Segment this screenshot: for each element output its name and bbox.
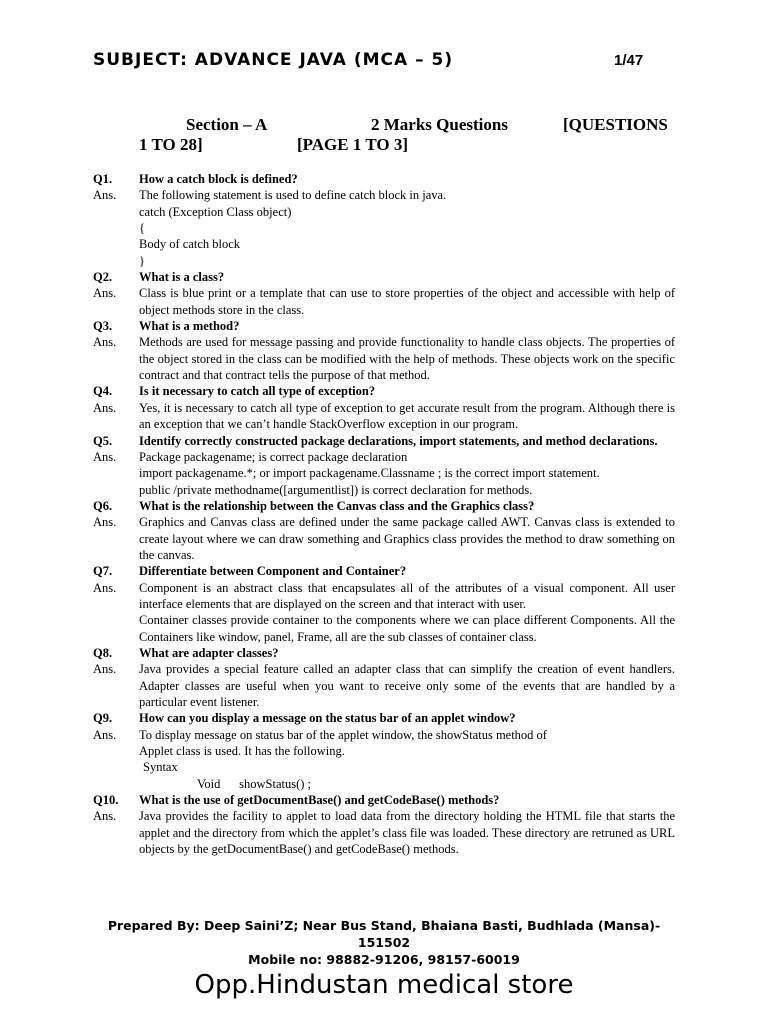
answer-row [93, 661, 675, 710]
code-text: Body of catch block [139, 237, 241, 252]
syntax-line [93, 759, 675, 775]
answer-text: public /private methodname([argumentlist]) is correct declaration for methods. [139, 482, 533, 497]
answer-text: Class is blue print or a template that can use to store properties of the object and accessible with help of object methods store in the class. [139, 286, 675, 317]
question-row [93, 383, 675, 399]
code-text: { [139, 221, 145, 236]
question-text: What is the use of getDocumentBase() and getCodeBase() methods? [139, 793, 500, 808]
code-line [93, 236, 675, 252]
question-number: Q6. [93, 498, 113, 513]
answer-text: The following statement is used to define catch block in java. [139, 188, 447, 203]
answer-row [93, 334, 675, 383]
answer-line [93, 743, 675, 759]
question-row [93, 563, 675, 579]
answer-text: Methods are used for message passing and provide functionality to handle class objects. The properties of the object stored in the class can be modified with the help of methods. These objects work on the specific contract and that contract tells the purpose of that method. [139, 335, 675, 383]
answer-label: Ans. [93, 727, 117, 742]
answer-text: Graphics and Canvas class are defined under the same package called AWT. Canvas class is extended to create layout where we can draw something and Graphics class provides the method to draw something on the canvas. [139, 515, 675, 562]
code-line [93, 253, 675, 269]
question-row [93, 498, 675, 514]
question-text: Is it necessary to catch all type of exception? [139, 384, 376, 399]
answer-label: Ans. [93, 580, 117, 595]
syntax-code: Void showStatus() ; [197, 776, 312, 791]
answer-label: Ans. [93, 335, 117, 350]
answer-text: To display message on status bar of the applet window, the showStatus method of [139, 727, 547, 742]
answer-text: Java provides the facility to applet to load data from the directory holding the HTML file that starts the applet and the directory from which the applet’s class file was loaded. These directory are retruned as URL objects by the getDocumentBase() and getCodeBase() methods. [139, 809, 675, 857]
question-text: What is the relationship between the Canvas class and the Graphics class? [139, 498, 535, 513]
answer-label: Ans. [93, 515, 117, 530]
question-list [93, 171, 675, 857]
question-number: Q10. [93, 793, 119, 808]
mobile-number: Mobile no: 98882-91206, 98157-60019 [248, 952, 520, 967]
answer-row [93, 400, 675, 433]
question-number: Q9. [93, 711, 113, 726]
question-text: How can you display a message on the status bar of an applet window? [139, 711, 516, 726]
answer-row [93, 285, 675, 318]
question-row [93, 645, 675, 661]
code-line [93, 204, 675, 220]
question-text: Identify correctly constructed package declarations, import statements, and method declarations. [139, 433, 658, 448]
store-address: Opp.Hindustan medical store [194, 970, 574, 1000]
question-number: Q5. [93, 433, 113, 448]
question-row [93, 171, 675, 187]
question-number: Q2. [93, 270, 113, 285]
question-row [93, 792, 675, 808]
subject-heading: SUBJECT: ADVANCE JAVA (MCA – 5) [93, 50, 454, 70]
answer-text: Container classes provide container to the components where we can place different Components. All the Containers like window, panel, Frame, all are the sub classes of container class. [139, 613, 675, 644]
answer-text: import packagename.*; or import packagename.Classname ; is the correct import statement. [139, 466, 600, 481]
answer-label: Ans. [93, 449, 117, 464]
question-text: How a catch block is defined? [139, 172, 298, 186]
answer-text: Java provides a special feature called an adapter class that can simplify the creation of event handlers. Adapter classes are useful when you want to receive only some of the events that are handled by a particular event listener. [139, 662, 675, 709]
prepared-by-pincode: 151502 [357, 935, 411, 950]
question-range-close: 1 TO 28] [139, 135, 203, 154]
answer-label: Ans. [93, 188, 117, 203]
syntax-label: Syntax [143, 760, 178, 775]
question-text: What is a class? [139, 270, 225, 285]
answer-label: Ans. [93, 400, 117, 415]
answer-text: Applet class is used. It has the following. [139, 744, 345, 759]
question-text: What are adapter classes? [139, 645, 279, 660]
answer-line [93, 465, 675, 481]
prepared-by-line: Prepared By: Deep Saini’Z; Near Bus Stand, Bhaiana Basti, Budhlada (Mansa)- [107, 918, 661, 933]
section-name: Section – A [186, 115, 268, 134]
answer-row [93, 187, 675, 203]
answer-label: Ans. [93, 809, 117, 824]
syntax-code-line [93, 776, 675, 792]
answer-text: Package packagename; is correct package declaration [139, 449, 408, 464]
answer-row [93, 808, 675, 857]
answer-line [93, 482, 675, 498]
answer-row [93, 449, 675, 465]
answer-label: Ans. [93, 662, 117, 677]
question-number: Q1. [93, 172, 113, 186]
question-text: Differentiate between Component and Container? [139, 564, 407, 579]
question-row [93, 710, 675, 726]
question-row [93, 433, 675, 449]
question-number: Q4. [93, 384, 113, 399]
answer-row [93, 514, 675, 563]
code-text: } [139, 253, 145, 268]
answer-row [93, 580, 675, 613]
question-number: Q7. [93, 564, 113, 579]
answer-line [93, 612, 675, 645]
answer-row [93, 727, 675, 743]
answer-label: Ans. [93, 286, 117, 301]
answer-text: Component is an abstract class that encapsulates all of the attributes of a visual component. All user interface elements that are displayed on the screen and that interact with user. [139, 580, 675, 611]
code-text: catch (Exception Class object) [139, 204, 292, 219]
page-number: 1/47 [614, 52, 644, 69]
question-number: Q3. [93, 319, 113, 334]
question-row [93, 318, 675, 334]
question-row [93, 269, 675, 285]
question-range-open: [QUESTIONS [563, 115, 668, 134]
marks-label: 2 Marks Questions [371, 115, 508, 134]
code-line [93, 220, 675, 236]
page-range: [PAGE 1 TO 3] [297, 135, 408, 154]
question-text: What is a method? [139, 319, 240, 334]
answer-text: Yes, it is necessary to catch all type of exception to get accurate result from the program. Although there is an exception that we can’t handle StackOverflow exception in our program. [139, 400, 675, 432]
question-number: Q8. [93, 645, 113, 660]
